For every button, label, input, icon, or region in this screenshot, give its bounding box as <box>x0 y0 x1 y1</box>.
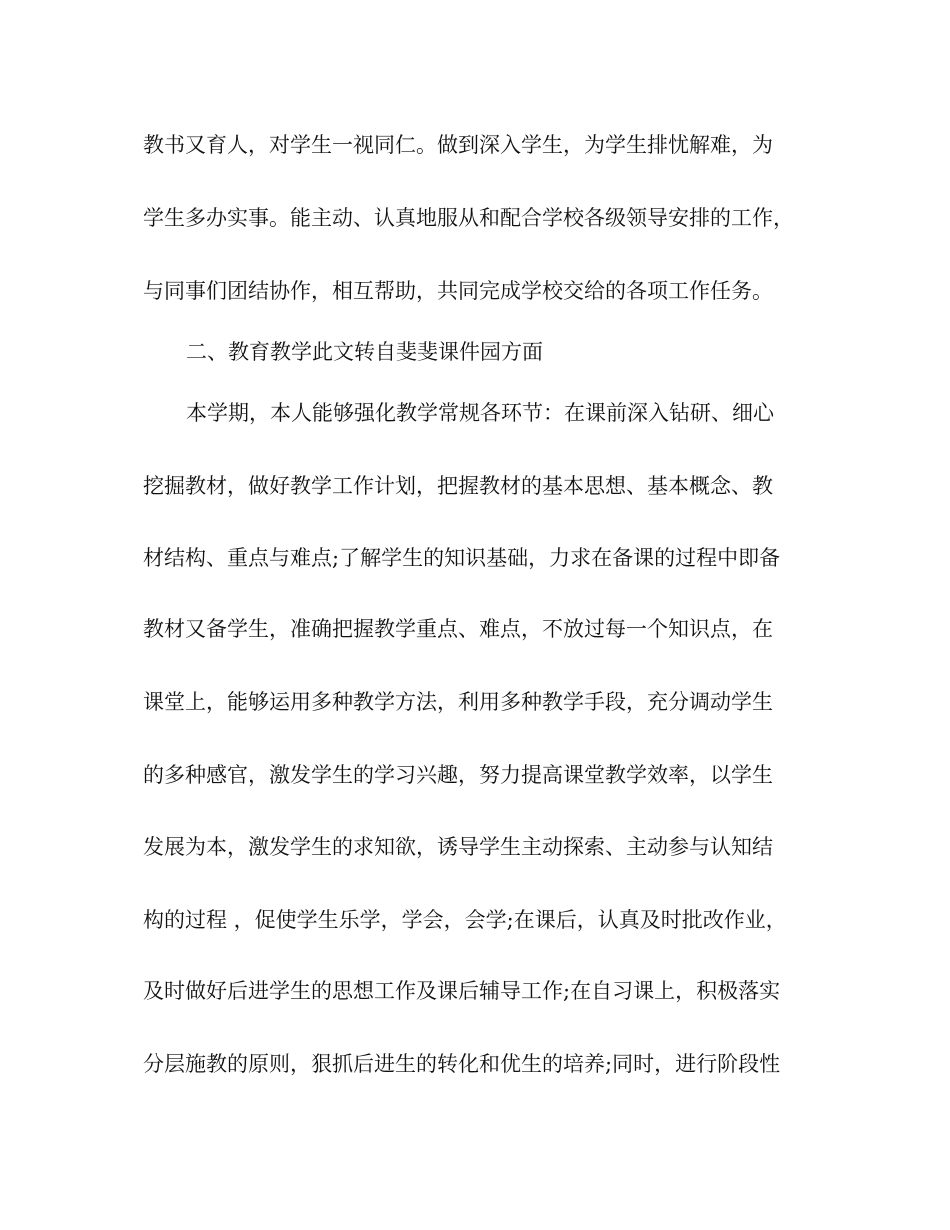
body-text-line: 及时做好后进学生的思想工作及课后辅导工作;在自习课上，积极落实 <box>143 979 781 1003</box>
body-text-line: 与同事们团结协作，相互帮助，共同完成学校交给的各项工作任务。 <box>143 279 773 303</box>
body-text-line: 课堂上，能够运用多种教学方法，利用多种教学手段，充分调动学生 <box>143 690 773 714</box>
paragraph-first-line: 本学期，本人能够强化教学常规各环节：在课前深入钻研、细心 <box>186 401 774 425</box>
body-text-line: 材结构、重点与难点;了解学生的知识基础，力求在备课的过程中即备 <box>143 546 781 570</box>
body-text-line: 的多种感官，激发学生的学习兴趣，努力提高课堂教学效率，以学生 <box>143 763 773 787</box>
body-text-line: 挖掘教材，做好教学工作计划，把握教材的基本思想、基本概念、教 <box>143 474 773 498</box>
body-text-line: 分层施教的原则，狠抓后进生的转化和优生的培养;同时，进行阶段性 <box>143 1052 781 1076</box>
body-text-line: 发展为本，激发学生的求知欲，诱导学生主动探索、主动参与认知结 <box>143 835 773 859</box>
body-text-line: 学生多办实事。能主动、认真地服从和配合学校各级领导安排的工作， <box>143 206 794 230</box>
body-text-line: 教材又备学生，准确把握教学重点、难点，不放过每一个知识点，在 <box>143 617 773 641</box>
body-text-line: 教书又育人，对学生一视同仁。做到深入学生，为学生排忧解难，为 <box>143 133 773 157</box>
body-text-line: 构的过程 ，促使学生乐学，学会，会学;在课后，认真及时批改作业， <box>143 908 787 932</box>
section-heading: 二、教育教学此文转自斐斐课件园方面 <box>186 340 543 364</box>
